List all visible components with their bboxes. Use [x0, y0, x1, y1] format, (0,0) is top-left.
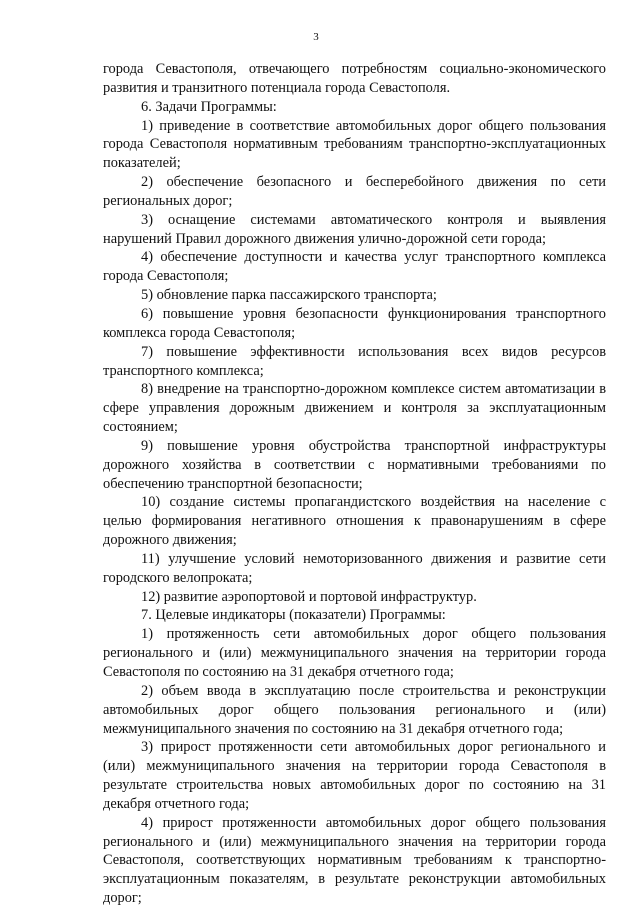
- task-item-1: 1) приведение в соответствие автомобильных дорог общего пользования города Севастополя нормативным требованиям транспортно-эксплуатационных показателей;: [103, 117, 606, 172]
- task-item-11: 11) улучшение условий немоторизованного движения и развитие сети городского велопроката;: [103, 550, 606, 586]
- paragraph-intro-continuation: города Севастополя, отвечающего потребностям социально-экономического развития и транзитного потенциала города Севастополя.: [103, 61, 606, 96]
- task-item-6: 6) повышение уровня безопасности функционирования транспортного комплекса города Севастополя;: [103, 305, 606, 341]
- indicator-item-1: 1) протяженность сети автомобильных дорог общего пользования регионального и (или) межмуниципального значения на территории города Севастополя по состоянию на 31 декабря отчетного года;: [103, 626, 606, 680]
- section-heading-indicators: 7. Целевые индикаторы (показатели) Программы:: [141, 607, 446, 624]
- task-item-3: 3) оснащение системами автоматического контроля и выявления нарушений Правил дорожного движения улично-дорожной сети города;: [103, 211, 606, 247]
- task-item-4: 4) обеспечение доступности и качества услуг транспортного комплекса города Севастополя;: [103, 249, 606, 285]
- section-heading-tasks: 6. Задачи Программы:: [141, 98, 277, 115]
- indicator-item-2: 2) объем ввода в эксплуатацию после строительства и реконструкции автомобильных дорог общего пользования регионального и (или) межмуниципального значения по состоянию на 31 декабря отчетного года;: [103, 682, 606, 737]
- indicator-item-4: 4) прирост протяженности автомобильных дорог общего пользования регионального и (или) межмуниципального значения на территории города Севастополя, соответствующих нормативным требованиям к транспортно-эксплуатационным показателям, в результате реконструкции автомобильных дорог;: [103, 814, 606, 907]
- task-item-2: 2) обеспечение безопасного и бесперебойного движения по сети региональных дорог;: [103, 174, 606, 209]
- indicator-item-3: 3) прирост протяженности сети автомобильных дорог регионального и (или) межмуниципального значения на территории города Севастополя в результате строительства новых автомобильных дорог по состоянию на 31 декабря отчетного года;: [103, 739, 606, 812]
- page-number: 3: [313, 31, 319, 43]
- task-item-12: 12) развитие аэропортовой и портовой инфраструктур.: [141, 588, 477, 605]
- task-item-8: 8) внедрение на транспортно-дорожном комплексе систем автоматизации в сфере управления дорожным движением и контроля за эксплуатационным состоянием;: [103, 381, 606, 436]
- task-item-9: 9) повышение уровня обустройства транспортной инфраструктуры дорожного хозяйства в соответствии с нормативными требованиями по обеспечению транспортной безопасности;: [103, 437, 606, 492]
- task-item-7: 7) повышение эффективности использования всех видов ресурсов транспортного комплекса;: [103, 343, 606, 379]
- document-body: [103, 60, 606, 908]
- task-item-5: 5) обновление парка пассажирского транспорта;: [141, 287, 437, 304]
- task-item-10: 10) создание системы пропагандистского воздействия на население с целью формирования негативного отношения к правонарушениям в сфере дорожного движения;: [103, 494, 606, 549]
